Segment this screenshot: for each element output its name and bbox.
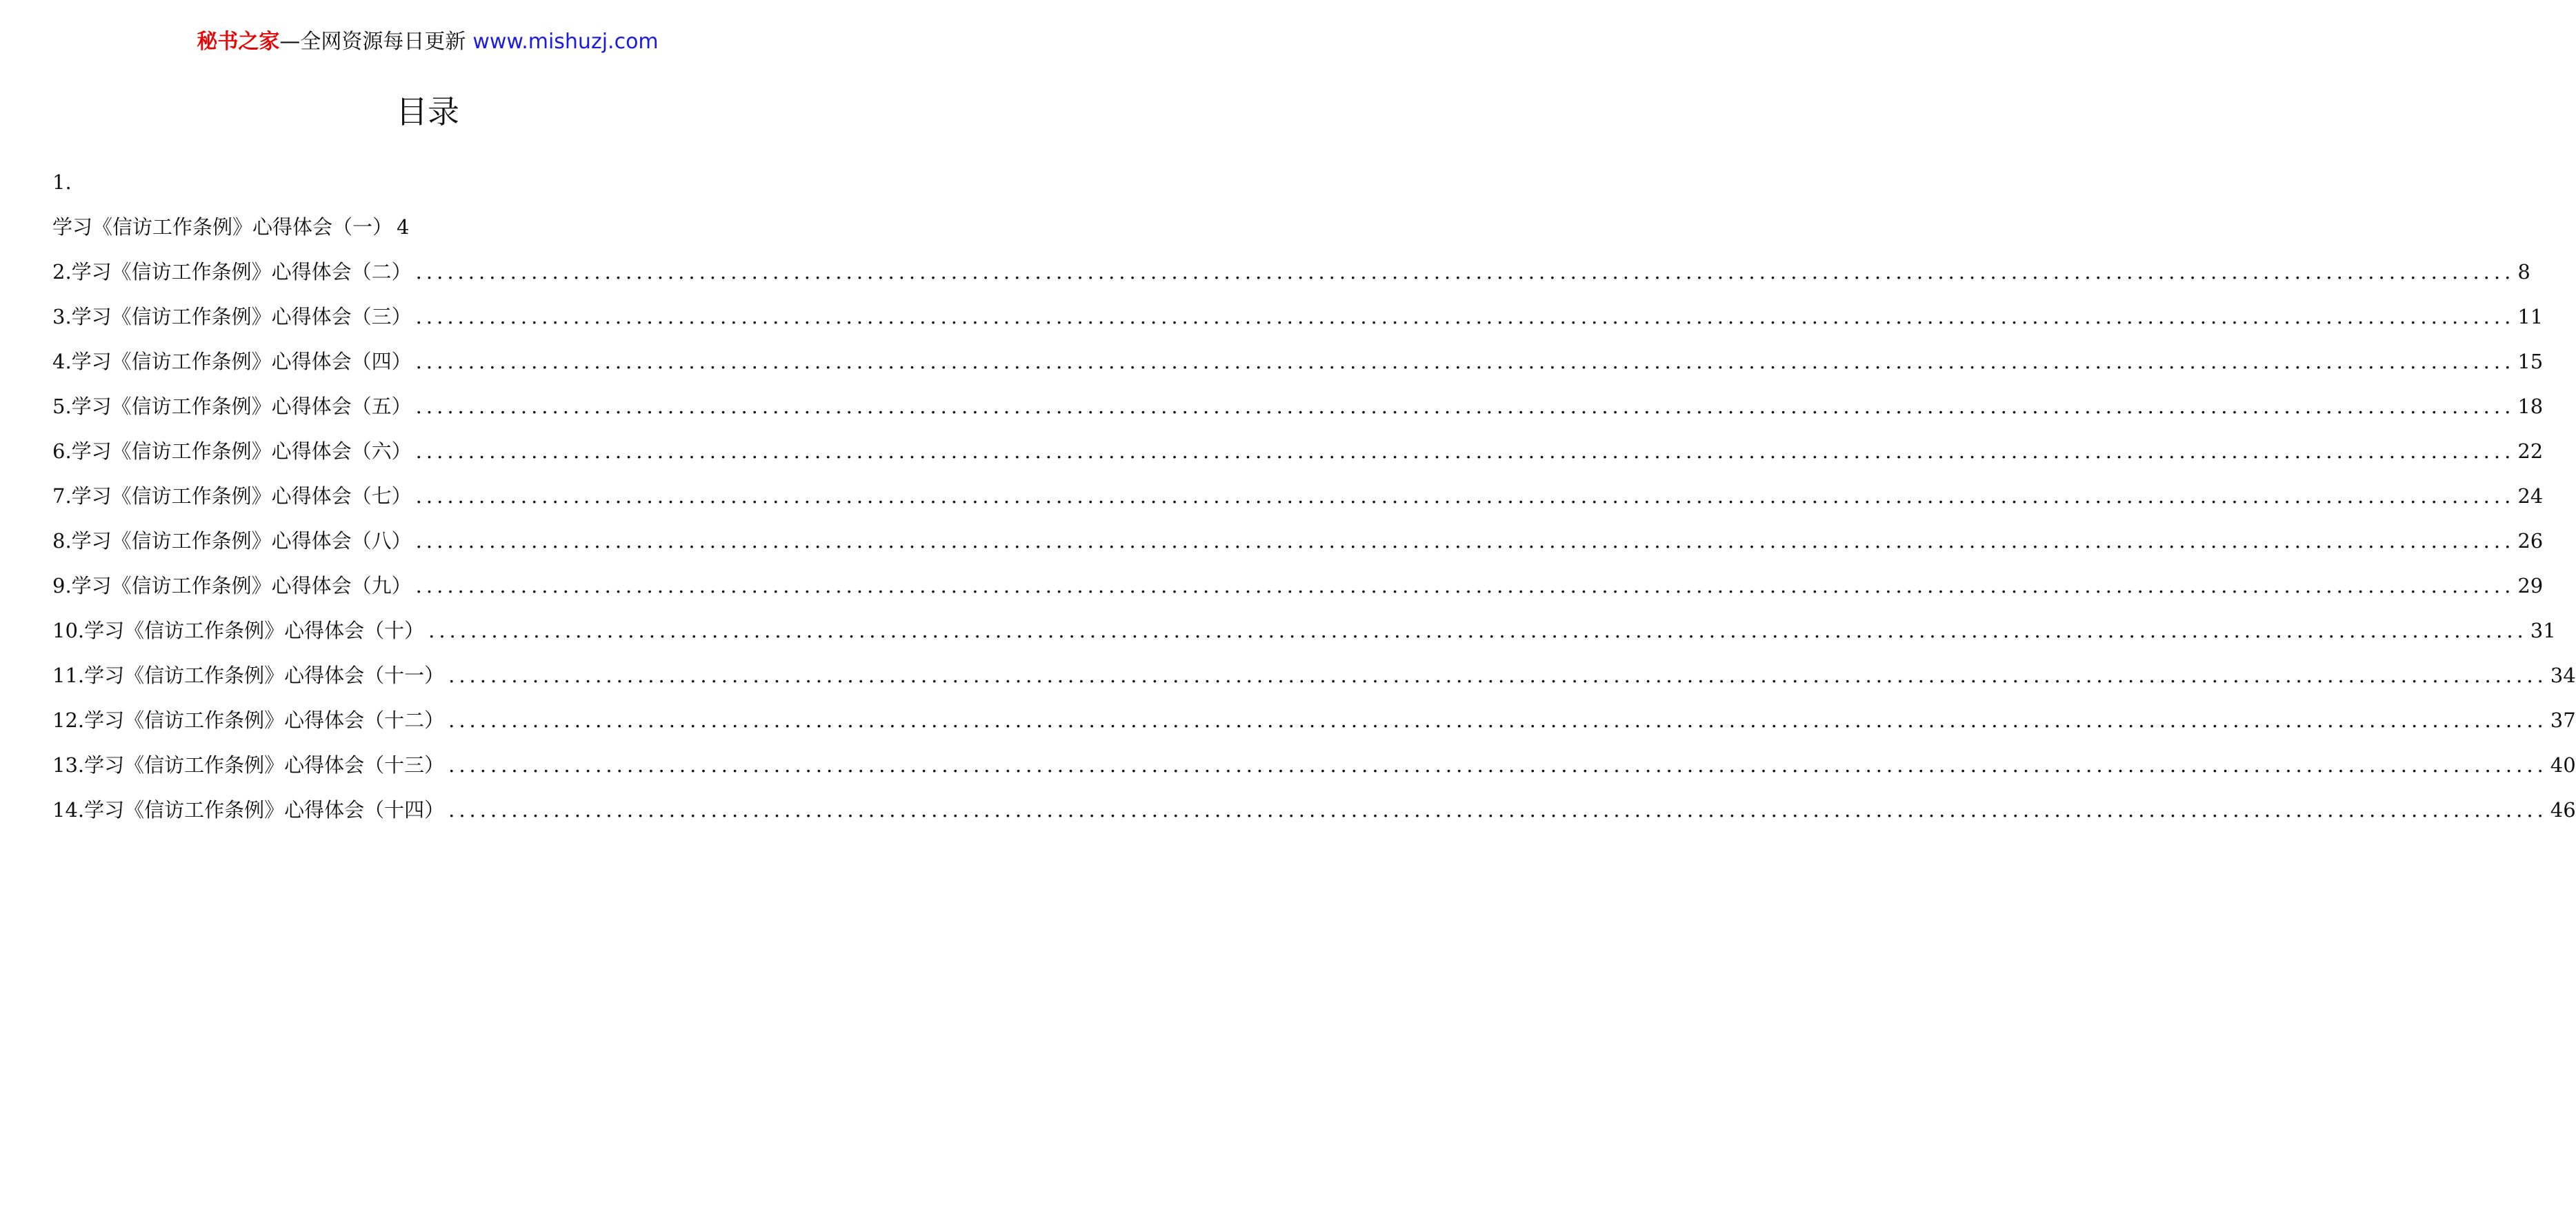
toc-entry-content bbox=[52, 300, 2544, 333]
toc-entry-page: 31 bbox=[2530, 619, 2556, 642]
toc-entry-title: 8.学习《信访工作条例》心得体会（八） bbox=[52, 529, 412, 553]
toc-entry[interactable] bbox=[52, 659, 2576, 704]
toc-entry-page: 24 bbox=[2517, 484, 2544, 508]
toc-entry-title: 10.学习《信访工作条例》心得体会（十） bbox=[52, 619, 425, 642]
toc-dot-leader: ........................................................................................................................................................................................................ bbox=[415, 484, 2515, 508]
toc-entry[interactable] bbox=[52, 704, 2576, 748]
toc-entry-title: 4.学习《信访工作条例》心得体会（四） bbox=[52, 350, 412, 373]
toc-entry-content bbox=[52, 793, 2576, 826]
toc-dot-leader: ........................................................................................................................................................................................................ bbox=[448, 798, 2548, 822]
toc-entry-content bbox=[52, 345, 2544, 378]
toc-dot-leader: ........................................................................................................................................................................................................ bbox=[415, 305, 2515, 328]
document-title: 目录 bbox=[396, 93, 459, 130]
toc-entry[interactable] bbox=[52, 479, 2544, 524]
toc-entry[interactable] bbox=[52, 435, 2544, 479]
toc-entry-title: 13.学习《信访工作条例》心得体会（十三） bbox=[52, 753, 445, 777]
toc-entry-content bbox=[52, 390, 2544, 423]
toc-entry-title: 学习《信访工作条例》心得体会（一） bbox=[52, 215, 393, 239]
toc-entry-page: 46 bbox=[2550, 798, 2576, 822]
toc-entry[interactable] bbox=[52, 524, 2544, 569]
toc-entry-content bbox=[52, 569, 2544, 602]
toc-dot-leader: ........................................................................................................................................................................................................ bbox=[415, 529, 2515, 553]
toc-entry-title: 14.学习《信访工作条例》心得体会（十四） bbox=[52, 798, 445, 822]
toc-entry[interactable] bbox=[52, 345, 2544, 390]
toc-entry-content bbox=[52, 748, 2576, 782]
toc-dot-leader: ........................................................................................................................................................................................................ bbox=[448, 664, 2548, 687]
toc-entry-list bbox=[52, 255, 2576, 838]
toc-entry-page: 18 bbox=[2517, 395, 2544, 418]
toc-entry-content bbox=[52, 659, 2576, 692]
toc-entry-content bbox=[52, 614, 2556, 647]
toc-entry-content bbox=[52, 479, 2544, 513]
toc-entry-title: 5.学习《信访工作条例》心得体会（五） bbox=[52, 395, 412, 418]
toc-entry[interactable] bbox=[52, 614, 2556, 659]
toc-dot-leader: ........................................................................................................................................................................................................ bbox=[448, 753, 2548, 777]
toc-entry-title: 6.学习《信访工作条例》心得体会（六） bbox=[52, 439, 412, 463]
toc-dot-leader: ........................................................................................................................................................................................................ bbox=[415, 260, 2515, 284]
toc-first-number-line bbox=[52, 166, 804, 210]
toc-entry[interactable] bbox=[52, 300, 2544, 345]
toc-entry-page: 34 bbox=[2550, 664, 2576, 687]
toc-entry-title: 2.学习《信访工作条例》心得体会（二） bbox=[52, 260, 412, 284]
toc-entry[interactable] bbox=[52, 210, 804, 255]
toc-dot-leader: ........................................................................................................................................................................................................ bbox=[415, 439, 2515, 463]
toc-entry[interactable] bbox=[52, 748, 2576, 793]
toc-entry[interactable] bbox=[52, 793, 2576, 838]
toc-entry-page: 40 bbox=[2550, 753, 2576, 777]
toc-entry-page: 37 bbox=[2550, 708, 2576, 732]
toc-entry-title: 9.学习《信访工作条例》心得体会（九） bbox=[52, 574, 412, 597]
toc-entry-title: 12.学习《信访工作条例》心得体会（十二） bbox=[52, 708, 445, 732]
toc-dot-leader: ........................................................................................................................................................................................................ bbox=[448, 708, 2548, 732]
toc-dot-leader: ........................................................................................................................................................................................................ bbox=[415, 395, 2515, 418]
toc-entry-page: 26 bbox=[2517, 529, 2544, 553]
header-tagline: —全网资源每日更新 bbox=[279, 30, 466, 54]
toc-entry[interactable] bbox=[52, 569, 2544, 614]
toc-entry-content bbox=[52, 704, 2576, 737]
site-url-link[interactable]: www.mishuzj.com bbox=[472, 30, 659, 54]
toc-entry-content bbox=[52, 524, 2544, 557]
toc-entry-title: 7.学习《信访工作条例》心得体会（七） bbox=[52, 484, 412, 508]
table-of-contents bbox=[52, 166, 2576, 838]
toc-entry-title: 11.学习《信访工作条例》心得体会（十一） bbox=[52, 664, 445, 687]
toc-first-number: 1. bbox=[52, 170, 72, 194]
toc-entry[interactable] bbox=[52, 390, 2544, 435]
toc-dot-leader: ........................................................................................................................................................................................................ bbox=[415, 574, 2515, 597]
toc-entry-content bbox=[52, 255, 2530, 288]
toc-entry-page: 15 bbox=[2517, 350, 2544, 373]
toc-entry-page: 22 bbox=[2517, 439, 2544, 463]
toc-entry-content bbox=[52, 435, 2544, 468]
page-header bbox=[0, 28, 855, 57]
toc-dot-leader: ........................................................................................................................................................................................................ bbox=[415, 350, 2515, 373]
toc-entry-title: 3.学习《信访工作条例》心得体会（三） bbox=[52, 305, 412, 328]
toc-entry-page: 11 bbox=[2517, 305, 2544, 328]
toc-entry-page: 29 bbox=[2517, 574, 2544, 597]
toc-entry[interactable] bbox=[52, 255, 2530, 300]
toc-entry-page: 8 bbox=[2517, 260, 2530, 284]
toc-entry-page: 4 bbox=[397, 215, 410, 239]
toc-dot-leader: ........................................................................................................................................................................................................ bbox=[428, 619, 2528, 642]
brand-name: 秘书之家 bbox=[197, 30, 280, 54]
